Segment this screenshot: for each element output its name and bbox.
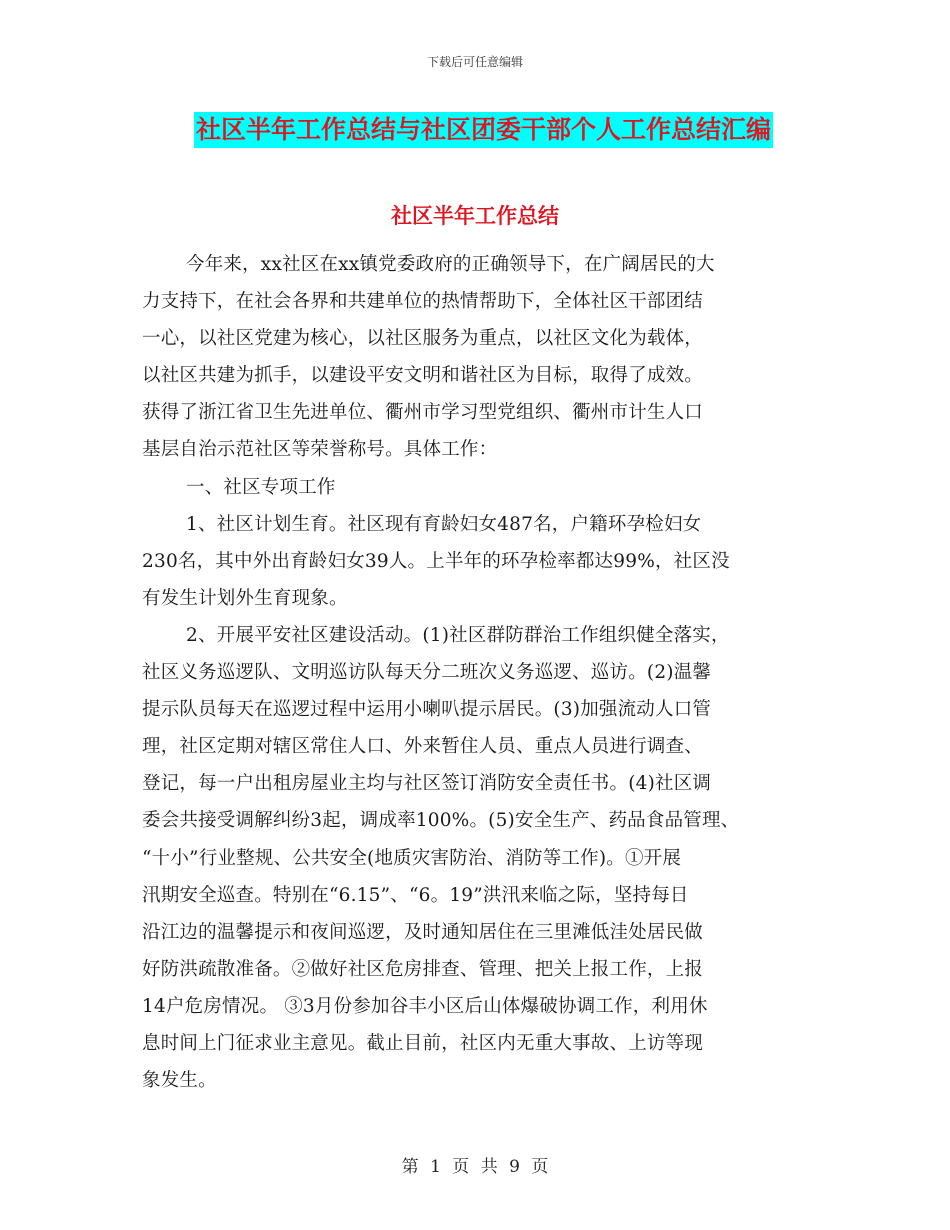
page-footer: 第 1 页 共 9 页 [401,1157,549,1177]
section-title: 社区半年工作总结 [391,204,559,228]
text-line: 有发生计划外生育现象。 [142,587,348,609]
text-line: 社区义务巡逻队、文明巡访队每天分二班次义务巡逻、巡访。(2)温馨 [142,662,712,684]
text-line: 象发生。 [142,1070,217,1092]
text-line: 今年来，xx社区在xx镇党委政府的正确领导下，在广阔居民的大 [186,254,715,275]
body-text [142,246,822,1099]
text-line: 力支持下，在社会各界和共建单位的热情帮助下，全体社区干部团结 [142,291,704,313]
text-line: 2、开展平安社区建设活动。(1)社区群防群治工作组织健全落实， [186,624,730,646]
text-line: 汛期安全巡查。特别在“6.15”、“6。19”洪汛来临之际，坚持每日 [142,884,689,906]
text-line: 登记，每一户出租房屋业主均与社区签订消防安全责任书。(4)社区调 [142,773,712,795]
text-line: 委会共接受调解纠纷3起，调成率100%。(5)安全生产、药品食品管理、 [142,810,740,832]
text-line: 理，社区定期对辖区常住人口、外来暂住人员、重点人员进行调查、 [142,736,704,758]
text-line: 以社区共建为抓手，以建设平安文明和谐社区为目标，取得了成效。 [142,365,704,387]
header-note: 下载后可任意编辑 [426,55,523,69]
text-line: 1、社区计划生育。社区现有育龄妇女487名，户籍环孕检妇女 [186,513,702,535]
text-line: 沿江边的温馨提示和夜间巡逻，及时通知居住在三里滩低洼处居民做 [142,921,704,943]
document-title: 社区半年工作总结与社区团委干部个人工作总结汇编 [194,112,773,148]
text-line: 230名，其中外出育龄妇女39人。上半年的环孕检率都达99%，社区没 [142,550,730,572]
text-line: 一、社区专项工作 [186,476,336,498]
text-line: 14户危房情况。 ③3月份参加谷丰小区后山体爆破协调工作，利用休 [142,995,708,1017]
text-line: 一心，以社区党建为核心，以社区服务为重点，以社区文化为载体， [142,328,704,350]
text-line: 提示队员每天在巡逻过程中运用小喇叭提示居民。(3)加强流动人口管 [142,699,712,721]
text-line: “十小”行业整规、公共安全(地质灾害防治、消防等工作)。①开展 [142,847,682,869]
text-line: 好防洪疏散准备。②做好社区危房排查、管理、把关上报工作，上报 [142,958,704,980]
text-line: 息时间上门征求业主意见。截止目前，社区内无重大事故、上访等现 [142,1032,704,1054]
text-line: 获得了浙江省卫生先进单位、衢州市学习型党组织、衢州市计生人口 [142,402,704,424]
text-line: 基层自治示范社区等荣誉称号。具体工作： [142,439,498,461]
